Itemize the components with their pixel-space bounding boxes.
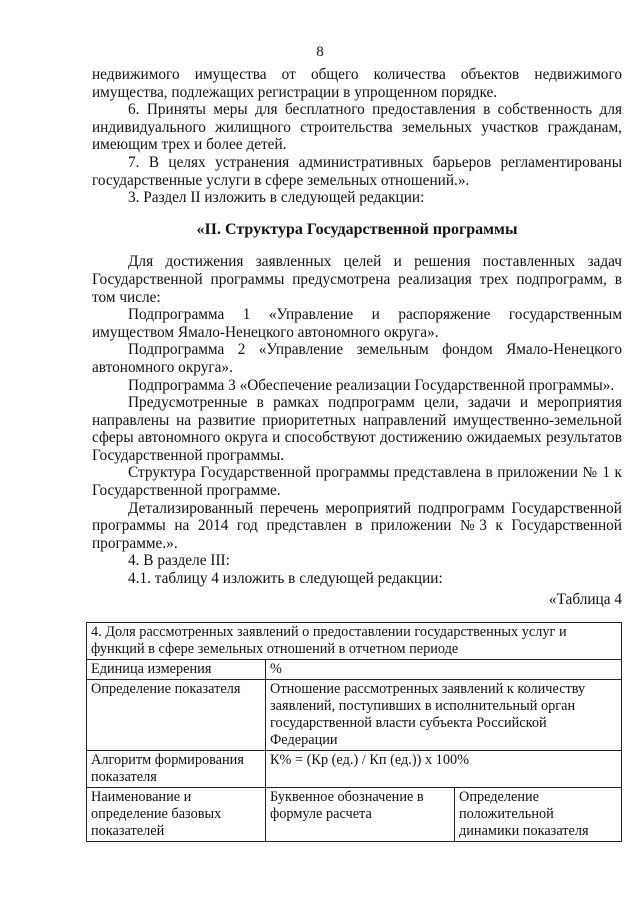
table-caption: «Таблица 4 (548, 590, 622, 608)
table-row (87, 660, 622, 680)
paragraph: Для достижения заявленных целей и решения поставленных задач Государственной программы предусмотрена реализация трех подпрограмм, в том числе: (92, 253, 622, 306)
paragraph: Подпрограмма 2 «Управление земельным фондом Ямало-Ненецкого автономного округа». (92, 341, 622, 376)
paragraph: Предусмотренные в рамках подпрограмм цели, задачи и мероприятия направлены на развитие приоритетных направлений имущественно-земельной сферы автономного округа и способствуют достижению ожидаемых результатов Государственной программы. (92, 394, 622, 464)
table-title-cell: 4. Доля рассмотренных заявлений о предоставлении государственных услуг и функций в сфере земельных отношений в отчетном периоде (87, 623, 622, 660)
table-row (87, 751, 622, 788)
paragraph: Детализированный перечень мероприятий подпрограмм Государственной программы на 2014 год представлен в приложении №3 к Государственной программе.». (92, 499, 622, 552)
table-value-cell: Отношение рассмотренных заявлений к количеству заявлений, поступивших в исполнительный орган государственной власти субъекта Российской Федерации (266, 680, 622, 751)
paragraph: 3. Раздел II изложить в следующей редакции: (128, 189, 425, 207)
table-label-cell: Наименование и определение базовых показателей (87, 788, 266, 842)
table-row (87, 623, 622, 660)
indicator-table (86, 622, 622, 842)
table-value-cell: К% = (Кр (ед.) / Кп (ед.)) х 100% (266, 751, 622, 788)
paragraph: Структура Государственной программы представлена в приложении № 1 к Государственной программе. (92, 464, 622, 500)
table-row (87, 680, 622, 751)
paragraph: 4. В разделе III: (128, 552, 230, 570)
paragraph: Подпрограмма 1 «Управление и распоряжение государственным имуществом Ямало-Ненецкого автономного округа». (92, 306, 622, 341)
table-value-cell: % (266, 660, 622, 680)
table-value-cell: Буквенное обозначение в формуле расчета (266, 788, 455, 842)
paragraph: 4.1. таблицу 4 изложить в следующей редакции: (128, 570, 443, 588)
table-value-cell: Определение положительной динамики показателя (455, 788, 622, 842)
table-row (87, 788, 622, 842)
paragraph: недвижимого имущества от общего количества объектов недвижимого имущества, подлежащих регистрации в упрощенном порядке. (92, 66, 622, 101)
table-label-cell: Определение показателя (87, 680, 266, 751)
body-text (92, 66, 622, 608)
table-label-cell: Алгоритм формирования показателя (87, 751, 266, 788)
section-heading: «II. Структура Государственной программы (196, 220, 518, 238)
paragraph: 7. В целях устранения административных барьеров регламентированы государственные услуги в сфере земельных отношений.». (92, 153, 622, 189)
page-number: 8 (316, 44, 324, 60)
table-label-cell: Единица измерения (87, 660, 266, 680)
paragraph: 6. Приняты меры для бесплатного предоставления в собственность для индивидуального жилищного строительства земельных участков гражданам, имеющим трех и более детей. (92, 101, 622, 154)
paragraph: Подпрограмма 3 «Обеспечение реализации Государственной программы». (128, 376, 615, 394)
